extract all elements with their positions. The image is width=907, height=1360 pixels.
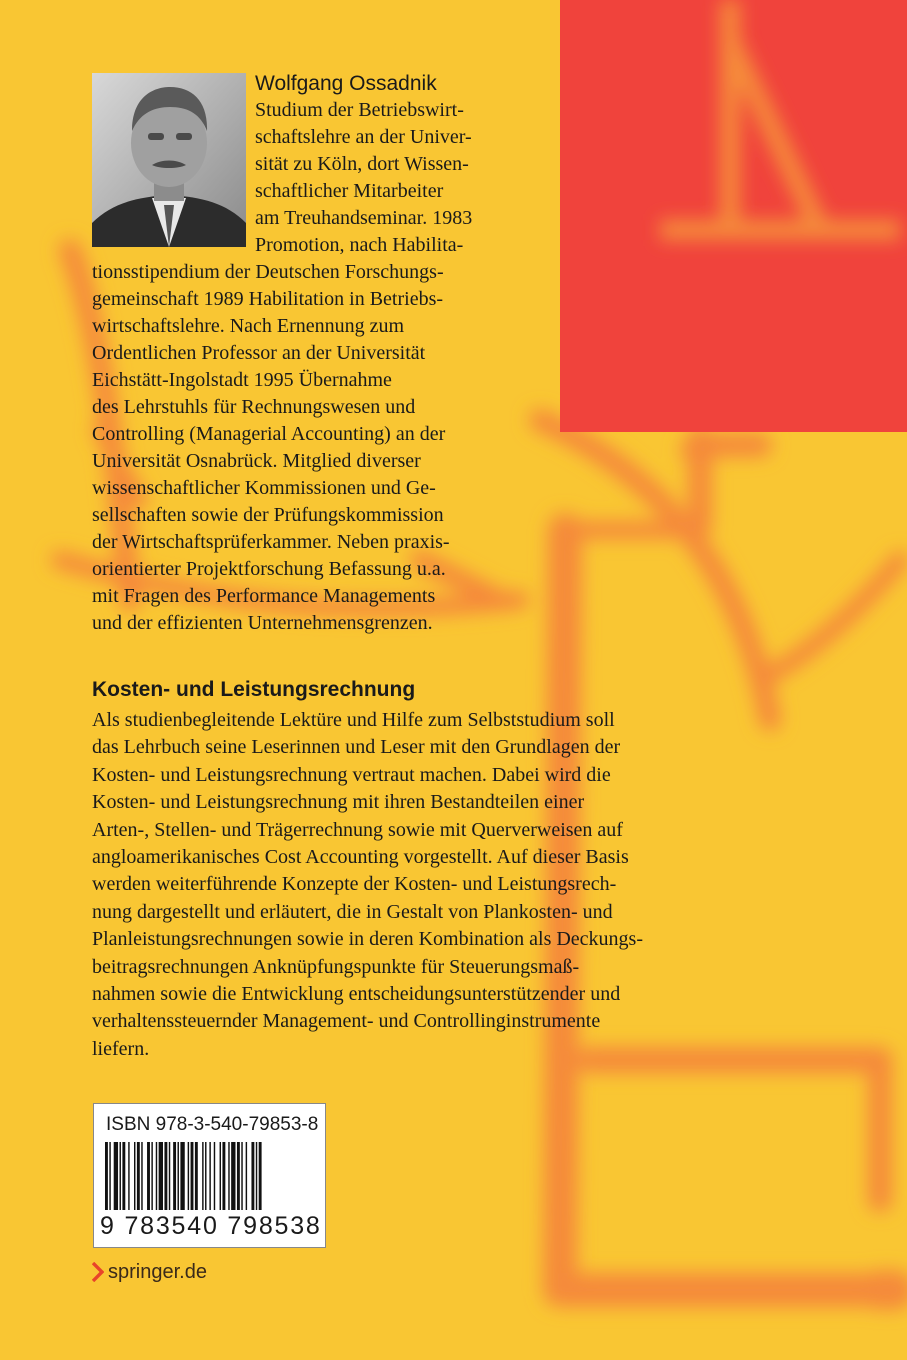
bio-line: am Treuhandseminar. 1983	[255, 207, 473, 229]
bio-line: und der effizienten Unternehmensgrenzen.	[92, 612, 433, 634]
bio-line: schaftlicher Mitarbeiter	[255, 180, 444, 202]
description-line: Kosten- und Leistungsrechnung vertraut machen. Dabei wird die	[92, 763, 611, 786]
bio-line: wirtschaftslehre. Nach Ernennung zum	[92, 315, 405, 337]
description-line: beitragsrechnungen Anknüpfungspunkte für Steuerungsmaß-	[92, 955, 580, 978]
bio-line: orientierter Projektforschung Befassung u.a.	[92, 558, 446, 580]
description-line: verhaltenssteuernder Management- und Controllinginstrumente	[92, 1010, 601, 1033]
description-line: nahmen sowie die Entwicklung entscheidungsunterstützender und	[92, 983, 621, 1006]
description-line: das Lehrbuch seine Leserinnen und Leser mit den Grundlagen der	[92, 736, 621, 759]
bio-line: Universität Osnabrück. Mitglied diverser	[92, 450, 421, 472]
book-description	[92, 707, 732, 1063]
description-line: Arten-, Stellen- und Trägerrechnung sowie mit Querverweisen auf	[92, 818, 623, 841]
book-title: Kosten- und Leistungsrechnung	[92, 678, 416, 701]
description-line: Als studienbegleitende Lektüre und Hilfe zum Selbststudium soll	[92, 709, 615, 731]
bio-line: mit Fragen des Performance Managements	[92, 585, 436, 607]
description-line: liefern.	[92, 1037, 150, 1060]
author-name: Wolfgang Ossadnik	[255, 72, 437, 95]
publisher-url: springer.de	[108, 1261, 207, 1283]
isbn-digits: 9 783540 798538	[100, 1212, 322, 1240]
bio-line: Studium der Betriebswirt-	[255, 99, 464, 121]
bio-line: des Lehrstuhls für Rechnungswesen und	[92, 396, 416, 418]
description-line: angloamerikanisches Cost Accounting vorgestellt. Auf dieser Basis	[92, 846, 629, 869]
chevron-right-icon	[92, 1262, 104, 1282]
bio-line: tionsstipendium der Deutschen Forschungs-	[92, 261, 444, 283]
isbn-barcode-box	[93, 1103, 326, 1248]
bio-line: sellschaften sowie der Prüfungskommission	[92, 504, 444, 526]
isbn-label: ISBN 978-3-540-79853-8	[106, 1114, 319, 1135]
description-line: Planleistungsrechnungen sowie in deren Kombination als Deckungs-	[92, 928, 643, 951]
bio-line: Controlling (Managerial Accounting) an der	[92, 423, 446, 445]
bio-line: der Wirtschaftsprüferkammer. Neben praxis-	[92, 531, 450, 553]
bio-line: sität zu Köln, dort Wissen-	[255, 153, 469, 175]
author-bio	[92, 97, 522, 637]
description-line: werden weiterführende Konzepte der Kosten- und Leistungsrech-	[92, 873, 617, 896]
description-line: Kosten- und Leistungsrechnung mit ihren Bestandteilen einer	[92, 791, 585, 814]
bio-line: gemeinschaft 1989 Habilitation in Betriebs-	[92, 288, 444, 310]
bio-line: Promotion, nach Habilita-	[255, 234, 464, 256]
description-line: nung dargestellt und erläutert, die in Gestalt von Plankosten- und	[92, 900, 613, 923]
bio-line: Ordentlichen Professor an der Universität	[92, 342, 426, 364]
bio-line: Eichstätt-Ingolstadt 1995 Übernahme	[92, 369, 392, 391]
bio-line: schaftslehre an der Univer-	[255, 126, 472, 148]
bio-line: wissenschaftlicher Kommissionen und Ge-	[92, 477, 436, 499]
